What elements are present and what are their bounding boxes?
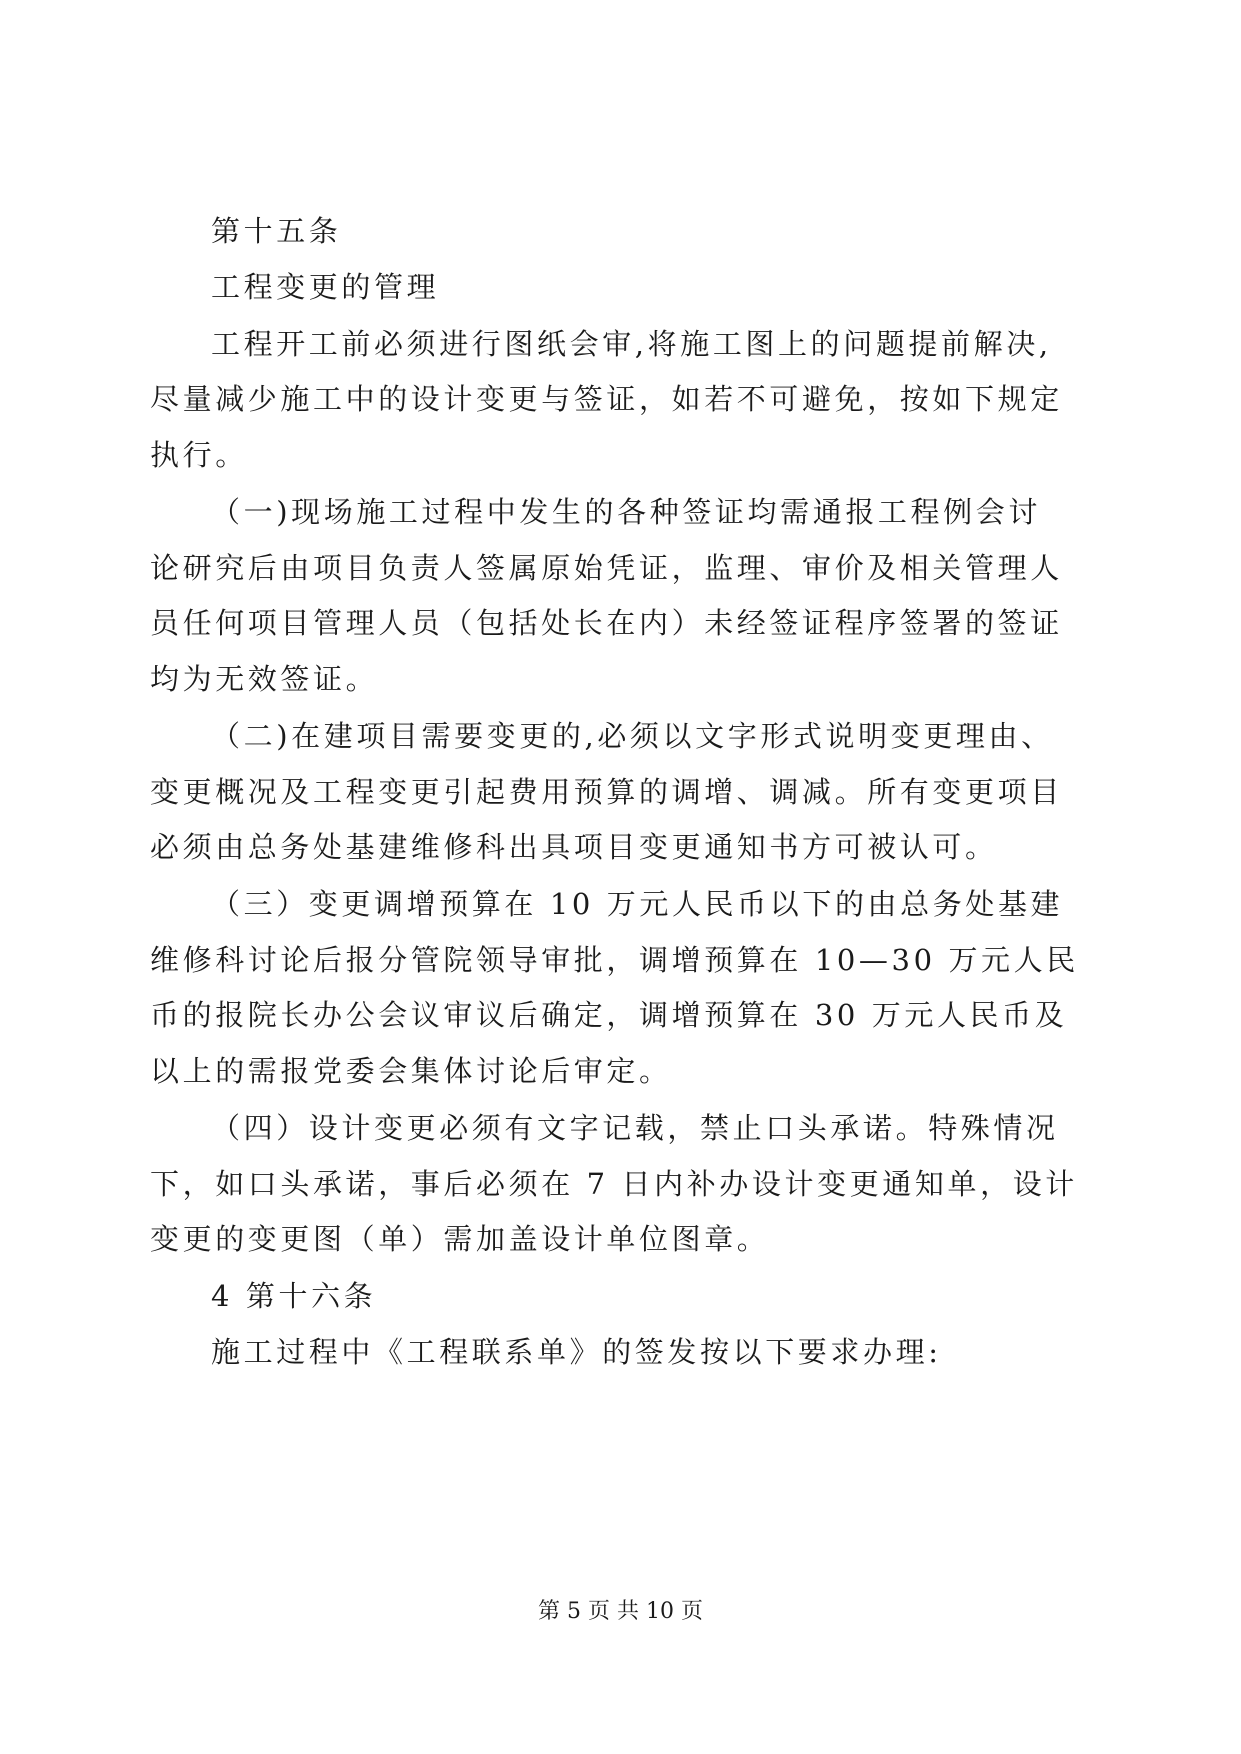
article-15-heading: 第十五条 bbox=[211, 214, 342, 248]
article-16-heading: 4 第十六条 bbox=[211, 1279, 377, 1313]
intro-line-3: 执行。 bbox=[150, 438, 248, 472]
clause-4-line-3: 变更的变更图（单）需加盖设计单位图章。 bbox=[150, 1222, 770, 1256]
clause-2-line-3: 必须由总务处基建维修科出具项目变更通知书方可被认可。 bbox=[150, 830, 998, 864]
clause-3-line-4: 以上的需报党委会集体讨论后审定。 bbox=[150, 1054, 672, 1088]
clause-3-line-2: 维修科讨论后报分管院领导审批，调增预算在 10—30 万元人民 bbox=[150, 943, 1079, 977]
clause-2-line-1: （二)在建项目需要变更的,必须以文字形式说明变更理由、 bbox=[211, 719, 1054, 753]
clause-1-line-1: （一)现场施工过程中发生的各种签证均需通报工程例会讨 bbox=[211, 495, 1041, 529]
clause-1-line-4: 均为无效签证。 bbox=[150, 662, 379, 696]
clause-4-line-2: 下，如口头承诺，事后必须在 7 日内补办设计变更通知单，设计 bbox=[150, 1167, 1078, 1201]
clause-3-line-3: 币的报院长办公会议审议后确定，调增预算在 30 万元人民币及 bbox=[150, 998, 1068, 1032]
clause-1-line-3: 员任何项目管理人员（包括处长在内）未经签证程序签署的签证 bbox=[150, 606, 1063, 640]
intro-line-2: 尽量减少施工中的设计变更与签证，如若不可避免，按如下规定 bbox=[150, 382, 1063, 416]
page-number-footer: 第 5 页 共 10 页 bbox=[538, 1599, 703, 1624]
clause-3-line-1: （三）变更调增预算在 10 万元人民币以下的由总务处基建 bbox=[211, 887, 1064, 921]
clause-2-line-2: 变更概况及工程变更引起费用预算的调增、调减。所有变更项目 bbox=[150, 775, 1063, 809]
change-management-heading: 工程变更的管理 bbox=[211, 270, 440, 304]
clause-1-line-2: 论研究后由项目负责人签属原始凭证，监理、审价及相关管理人 bbox=[150, 551, 1063, 585]
intro-line-1: 工程开工前必须进行图纸会审,将施工图上的问题提前解决, bbox=[211, 327, 1052, 361]
clause-4-line-1: （四）设计变更必须有文字记载，禁止口头承诺。特殊情况 bbox=[211, 1111, 1059, 1145]
article-16-intro: 施工过程中《工程联系单》的签发按以下要求办理: bbox=[211, 1335, 942, 1369]
